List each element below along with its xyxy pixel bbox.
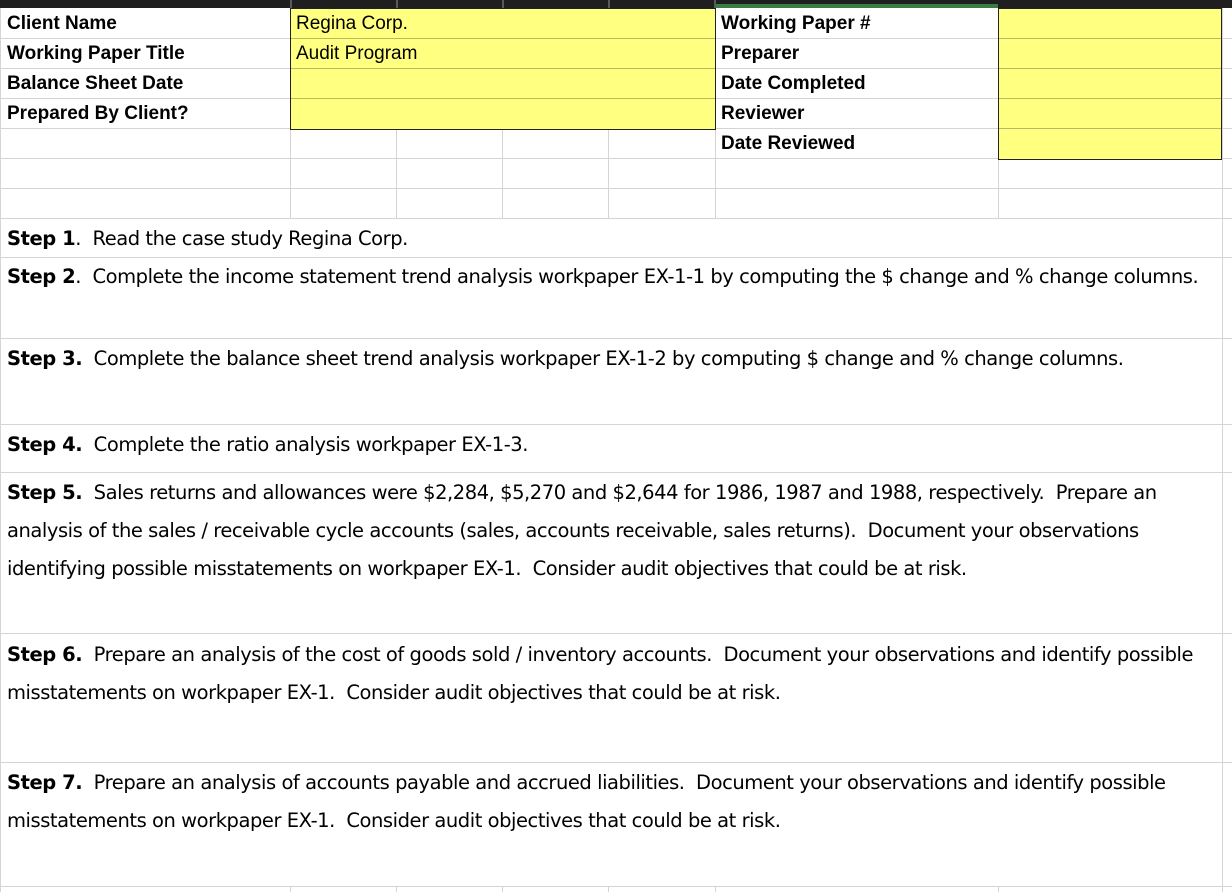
gridline [608, 886, 609, 892]
gridline [0, 886, 1232, 887]
reviewer-label: Reviewer [721, 103, 805, 124]
gridline [999, 68, 1221, 69]
step-text: Sales returns and allowances were $2,284, $5,270 and $2,644 for 1986, 1987 and 1988, respectively. Prepare an analysis of the sales / receivable cycle accounts (sales, accounts receivable, sales returns). Document your observations identifying possible misstatements on workpaper EX-1. Consider audit objectives that could be at risk. [7, 481, 1163, 580]
column-separator [608, 0, 610, 8]
column-header-bar [0, 0, 1232, 8]
gridline [502, 128, 503, 218]
selected-column-indicator [716, 4, 998, 8]
gridline [0, 338, 1232, 339]
step-2-cell[interactable] [7, 258, 1223, 296]
step-sep: . [75, 227, 81, 250]
step-text: Complete the income statement trend analysis workpaper EX-1-1 by computing the $ change and % change columns. [80, 265, 1199, 288]
balance-sheet-date-label: Balance Sheet Date [7, 73, 184, 94]
step-7-cell[interactable] [7, 764, 1223, 840]
step-number: Step 1 [7, 227, 76, 250]
gridline [291, 98, 715, 99]
gridline [0, 188, 1232, 189]
signoff-input-block[interactable] [998, 8, 1222, 160]
step-number: Step 7. [7, 771, 83, 794]
step-text: Complete the ratio analysis workpaper EX-1-3. [82, 433, 529, 456]
working-paper-number-label: Working Paper # [721, 13, 871, 34]
prepared-by-client-label: Prepared By Client? [7, 103, 189, 124]
gridline [0, 8, 1, 892]
step-number: Step 2 [7, 265, 76, 288]
gridline [999, 98, 1221, 99]
step-text: Prepare an analysis of the cost of goods sold / inventory accounts. Document your observations and identify possible misstatements on workpaper EX-1. Consider audit objectives that could be at risk. [7, 643, 1199, 704]
gridline [999, 128, 1221, 129]
date-reviewed-label: Date Reviewed [721, 133, 856, 154]
step-sep: . [75, 265, 81, 288]
step-number: Step 6. [7, 643, 83, 666]
client-name-value[interactable]: Regina Corp. [296, 13, 408, 34]
gridline [999, 38, 1221, 39]
gridline [290, 886, 291, 892]
date-completed-label: Date Completed [721, 73, 866, 94]
gridline [0, 424, 1232, 425]
gridline [396, 886, 397, 892]
gridline [0, 762, 1232, 763]
preparer-label: Preparer [721, 43, 800, 64]
step-4-cell[interactable] [7, 426, 1223, 464]
step-number: Step 4. [7, 433, 83, 456]
column-separator [502, 0, 504, 8]
column-separator [396, 0, 398, 8]
step-6-cell[interactable] [7, 636, 1223, 712]
working-paper-title-label: Working Paper Title [7, 43, 185, 64]
gridline [998, 886, 999, 892]
step-1-cell[interactable] [7, 220, 1223, 258]
working-paper-title-value[interactable]: Audit Program [296, 43, 418, 64]
step-number: Step 3. [7, 347, 83, 370]
step-5-cell[interactable] [7, 474, 1223, 588]
gridline [0, 218, 1232, 219]
column-separator [290, 0, 292, 8]
step-number: Step 5. [7, 481, 83, 504]
gridline [608, 128, 609, 218]
gridline [396, 128, 397, 218]
step-3-cell[interactable] [7, 340, 1223, 378]
gridline [0, 472, 1232, 473]
gridline [0, 633, 1232, 634]
step-text: Read the case study Regina Corp. [80, 227, 408, 250]
step-text: Complete the balance sheet trend analysis workpaper EX-1-2 by computing $ change and % change columns. [82, 347, 1124, 370]
gridline [715, 886, 716, 892]
gridline [502, 886, 503, 892]
client-name-label: Client Name [7, 13, 117, 34]
step-text: Prepare an analysis of accounts payable and accrued liabilities. Document your observations and identify possible misstatements on workpaper EX-1. Consider audit objectives that could be at risk. [7, 771, 1172, 832]
